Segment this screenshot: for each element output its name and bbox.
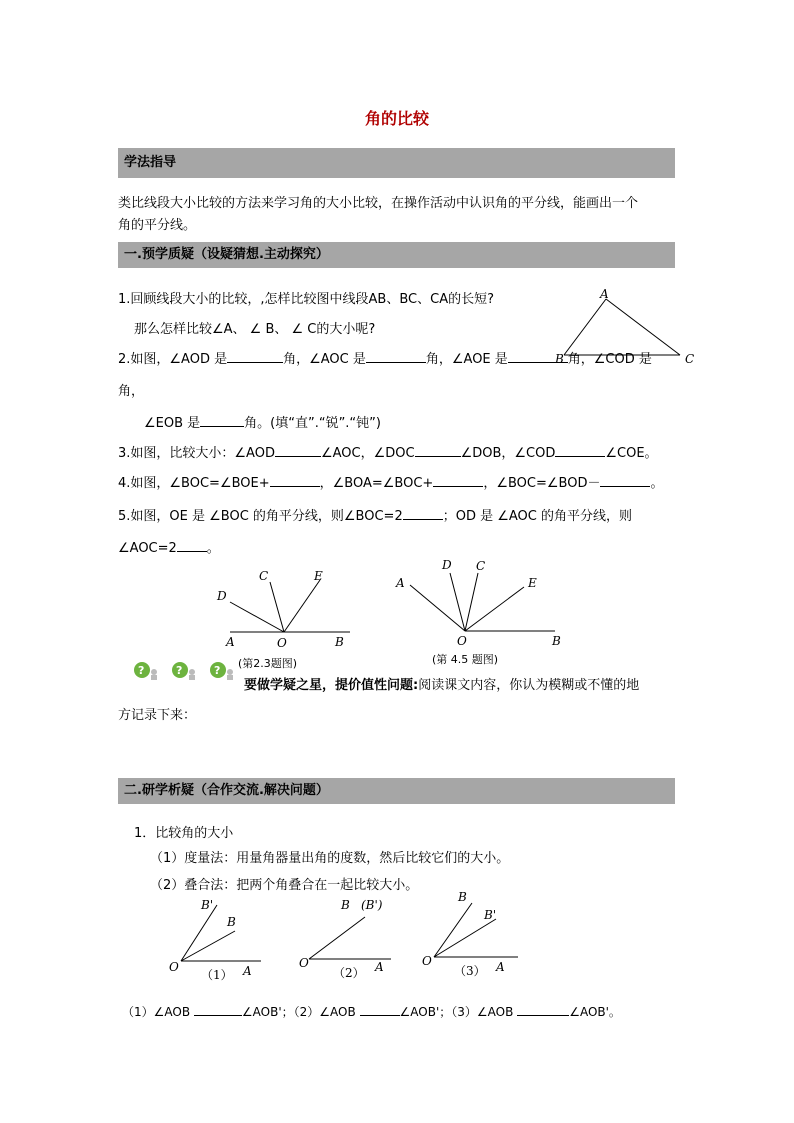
note-line1: 要做学疑之星，提价值性问题:阅读课文内容，你认为模糊或不懂的地 [244,678,640,693]
fig-s3-caption: （3） [454,964,486,978]
fig-s2-caption: （2） [333,966,365,980]
question-1b: 那么怎样比较∠A、 ∠ B、 ∠ C的大小呢? [134,322,376,337]
fig2-label-e: E [528,576,537,590]
fig-s3-label-b: B [458,890,467,904]
page-title: 角的比较 [364,109,429,128]
fig-s1-label-b: B [227,915,236,929]
fig2-label-o: O [457,634,467,648]
blank[interactable] [366,350,426,363]
blank[interactable] [508,350,568,363]
blank[interactable] [194,1003,242,1016]
angle-figure-2-3 [210,560,360,670]
question-bubble-icon [170,660,200,682]
fig2-label-c: C [476,559,486,573]
blank[interactable] [270,474,320,487]
section-heading-study-guide: 学法指导 [118,148,675,178]
question-5b: ∠AOC=2 。 [118,541,220,556]
svg-text:?: ? [138,664,145,677]
overlap-method: （2）叠合法：把两个角叠合在一起比较大小。 [150,878,419,893]
fig2-label-b: B [552,634,561,648]
study-guide-line2: 角的平分线。 [118,218,197,233]
blank[interactable] [555,444,605,457]
section-heading-discussion: 二.研学析疑（合作交流.解决问题） [118,778,675,804]
svg-text:?: ? [176,664,183,677]
blank[interactable] [433,474,483,487]
overlap-figure-2 [295,895,415,985]
blank[interactable] [415,444,461,457]
svg-text:?: ? [214,664,221,677]
triangle-label-b: B [555,352,564,366]
question-5a: 5.如图，OE 是 ∠BOC 的角平分线，则∠BOC=2 ；OD 是 ∠AOC 的角平分线，则 [118,509,632,524]
question-4: 4.如图，∠BOC=∠BOE+ ，∠BOA=∠BOC+ ，∠BOC=∠BOD－ 。 [118,476,664,491]
blank[interactable] [600,474,650,487]
overlap-figure-1 [165,895,275,985]
comparison-answers: （1）∠AOB ∠AOB'；（2）∠AOB ∠AOB'；（3）∠AOB ∠AOB'。 [122,1005,621,1019]
blank[interactable] [517,1003,569,1016]
overlap-figure-3 [420,885,530,980]
triangle-label-a: A [600,287,609,301]
fig-s1-label-b-prime: B' [201,898,214,912]
fig1-label-d: D [217,589,227,603]
note-line2: 方记录下来： [118,708,197,723]
blank[interactable] [177,539,207,552]
angle-figure-4-5 [390,555,570,655]
fig1-caption: (第2.3题图) [238,657,298,670]
question-2b: 角， [118,384,145,399]
fig-s3-label-o: O [422,954,432,968]
question-bubble-icon [208,660,238,682]
fig-s1-caption: （1） [201,968,233,982]
question-2a: 2.如图，∠AOD 是 角，∠AOC 是 角，∠AOE 是 角，∠COD 是 [118,352,652,367]
study-guide-line1: 类比线段大小比较的方法来学习角的大小比较，在操作活动中认识角的平分线，能画出一个 [118,196,639,211]
fig-s3-label-b-prime: B' [484,908,497,922]
question-bubble-icon [132,660,162,682]
blank[interactable] [360,1003,400,1016]
fig1-label-b: B [335,635,344,649]
fig-s3-label-a: A [496,960,505,974]
compare-title: 1．比较角的大小 [134,826,234,841]
fig2-label-a: A [396,576,405,590]
question-1a: 1.回顾线段大小的比较，,怎样比较图中线段AB、BC、CA的长短? [118,292,494,307]
fig1-label-o: O [277,636,287,650]
fig-s2-label-b: B [341,898,350,912]
fig2-label-d: D [442,558,452,572]
triangle-label-c: C [685,352,695,366]
fig-s2-label-o: O [299,956,309,970]
blank[interactable] [403,507,443,520]
question-2c: ∠EOB 是 角。(填“直”.“锐”.“钝”) [144,416,381,431]
blank[interactable] [200,414,244,427]
fig1-label-e: E [314,569,323,583]
fig1-label-c: C [259,569,269,583]
fig2-caption: (第 4.5 题图) [432,653,499,666]
section-heading-preview: 一.预学质疑（设疑猜想.主动探究） [118,242,675,268]
fig-s2-label-a: A [375,960,384,974]
blank[interactable] [227,350,283,363]
fig-s1-label-a: A [243,964,252,978]
measure-method: （1）度量法：用量角器量出角的度数，然后比较它们的大小。 [150,851,510,866]
blank[interactable] [275,444,321,457]
question-3: 3.如图，比较大小：∠AOD ∠AOC，∠DOC ∠DOB，∠COD ∠COE。 [118,446,658,461]
fig-s2-label-b-prime: (B') [361,898,383,912]
fig-s1-label-o: O [169,960,179,974]
fig1-label-a: A [226,635,235,649]
